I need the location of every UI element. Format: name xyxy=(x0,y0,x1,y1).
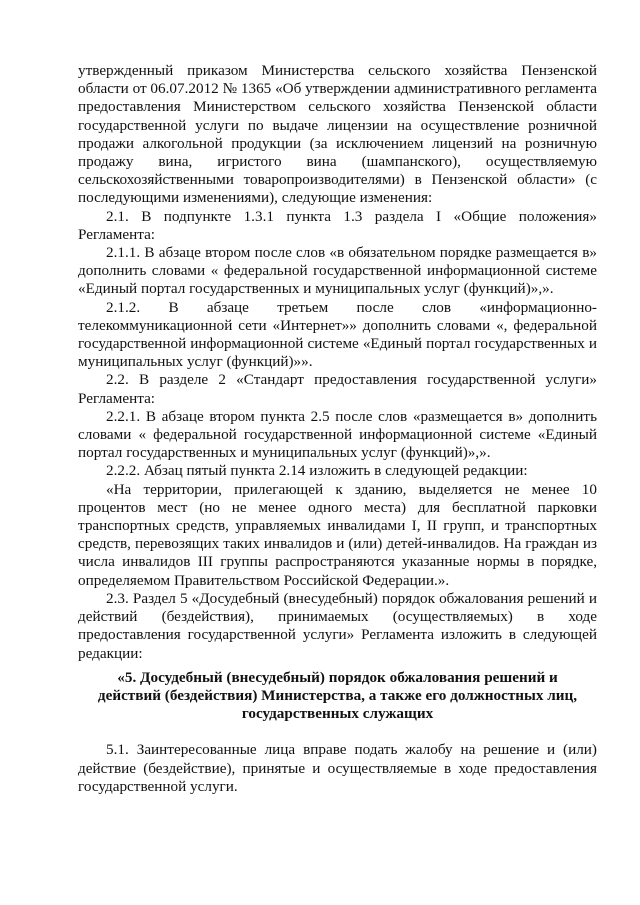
section-5-heading xyxy=(78,669,597,724)
paragraph-quote-parking: «На территории, прилегающей к зданию, выделяется не менее 10 процентов мест (но не менее одного места) для бесплатной парковки транспортных средств, управляемых инвалидами I, II групп, и транспортных средств, перевозящих таких инвалидов и (или) детей-инвалидов. На граждан из числа инвалидов III группы распространяются указанные нормы в порядке, определяемом Правительством Российской Федерации.». xyxy=(78,480,597,589)
spacer xyxy=(78,723,597,741)
paragraph-2-3: 2.3. Раздел 5 «Досудебный (внесудебный) порядок обжалования решений и действий (бездействия), принимаемых (осуществляемых) в ходе предоставления государственной услуги» Регламента изложить в следующей редакции: xyxy=(78,589,597,662)
heading-line: государственных служащих xyxy=(241,705,434,723)
paragraph-2-1-2: 2.1.2. В абзаце третьем после слов «информационно-телекоммуникационной сети «Интернет»» дополнить словами «, федеральной государственной информационной системе «Единый портал государственных и муниципальных услуг (функций)»». xyxy=(78,298,597,371)
paragraph-2-1-1: 2.1.1. В абзаце втором после слов «в обязательном порядке размещается в» дополнить словами « федеральной государственной информационной системе «Единый портал государственных и муниципальных услуг (функций)»,». xyxy=(78,244,597,298)
paragraph-2-2-2: 2.2.2. Абзац пятый пункта 2.14 изложить в следующей редакции: xyxy=(106,462,528,480)
heading-line: действий (бездействия) Министерства, а также его должностных лиц, xyxy=(97,686,578,704)
paragraph-2-2: 2.2. В разделе 2 «Стандарт предоставления государственной услуги» Регламента: xyxy=(78,371,597,407)
paragraph-intro: утвержденный приказом Министерства сельского хозяйства Пензенской области от 06.07.2012 № 1365 «Об утверждении административного регламента предоставления Министерством сельского хозяйства Пензенской области государственной услуги по выдаче лицензии на осуществление розничной продажи алкогольной продукции (за исключением лицензий на розничную продажу вина, игристого вина (шампанского), осуществляемую сельскохозяйственными товаропроизводителями) в Пензенской области» (с последующими изменениями), следующие изменения: xyxy=(78,62,597,207)
paragraph-2-2-1: 2.2.1. В абзаце втором пункта 2.5 после слов «размещается в» дополнить словами « федеральной государственной информационной системе «Единый портал государственных и муниципальных услуг (функций)»,». xyxy=(78,407,597,462)
document-body xyxy=(78,62,597,796)
heading-line: «5. Досудебный (внесудебный) порядок обжалования решений и xyxy=(117,668,558,686)
paragraph-2-1: 2.1. В подпункте 1.3.1 пункта 1.3 раздела I «Общие положения» Регламента: xyxy=(78,207,597,243)
paragraph-5-1: 5.1. Заинтересованные лица вправе подать жалобу на решение и (или) действие (бездействие), принятые и осуществляемые в ходе предоставления государственной услуги. xyxy=(78,741,597,795)
